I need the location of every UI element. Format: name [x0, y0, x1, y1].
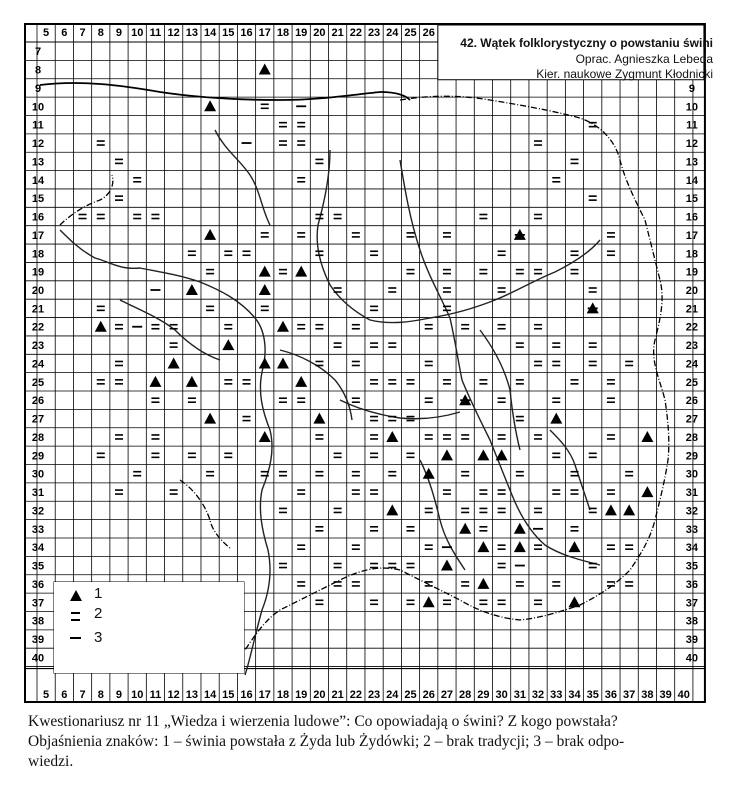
country-border [60, 96, 669, 650]
top-col-label: 15 [222, 27, 235, 39]
bottom-col-label: 9 [115, 689, 123, 701]
top-col-label: 9 [115, 27, 123, 39]
top-col-label: 26 [422, 27, 435, 39]
left-row-label: 22 [31, 321, 45, 334]
top-col-label: 5 [43, 27, 50, 39]
right-row-label: 40 [685, 652, 699, 665]
left-row-label: 30 [31, 468, 45, 481]
symbol-pig-from-jew [259, 266, 271, 277]
right-row-label: 36 [685, 578, 699, 591]
bottom-col-label: 33 [550, 689, 563, 701]
legend [54, 582, 244, 673]
caption-line-1: Kwestionariusz nr 11 „Wiedza i wierzenia ludowe”: Co opowiadają o świni? Z kogo powstała? [28, 713, 618, 730]
bottom-col-label: 15 [222, 689, 235, 701]
bottom-col-label: 13 [185, 689, 198, 701]
top-col-label: 19 [295, 27, 308, 39]
top-col-label: 16 [240, 27, 253, 39]
top-col-label: 22 [349, 27, 362, 39]
top-col-label: 21 [331, 27, 344, 39]
top-col-label: 25 [404, 27, 417, 39]
symbol-pig-from-jew [423, 596, 435, 607]
left-row-label: 20 [31, 284, 45, 297]
bottom-col-label: 10 [131, 689, 144, 701]
legend-key-1: 1 [94, 585, 103, 602]
symbol-pig-from-jew [222, 339, 234, 350]
bottom-col-label: 38 [641, 689, 654, 701]
bottom-col-label: 39 [659, 689, 672, 701]
left-row-label: 23 [31, 340, 45, 353]
top-col-label: 13 [185, 27, 198, 39]
left-row-label: 38 [31, 615, 45, 628]
right-row-label: 24 [685, 358, 699, 371]
right-row-label: 29 [685, 450, 699, 463]
bottom-col-label: 27 [440, 689, 454, 701]
symbol-pig-from-jew [186, 376, 198, 387]
symbol-pig-from-jew [295, 376, 307, 387]
bottom-col-label: 6 [61, 689, 68, 701]
left-row-label: 9 [34, 82, 42, 95]
left-row-label: 16 [31, 211, 45, 224]
top-col-label: 6 [61, 27, 68, 39]
right-row-label: 28 [685, 431, 699, 444]
right-row-label: 15 [685, 193, 699, 206]
right-row-label: 19 [685, 266, 699, 279]
top-col-label: 23 [367, 27, 381, 39]
left-row-label: 18 [31, 248, 45, 261]
legend-key-2: 2 [94, 605, 103, 622]
symbol-pig-from-jew [514, 523, 526, 534]
left-row-label: 37 [31, 597, 45, 610]
right-row-label: 33 [685, 523, 699, 536]
symbol-pig-from-jew [295, 266, 307, 277]
right-row-label: 26 [685, 395, 699, 408]
right-row-label: 14 [685, 174, 699, 187]
left-row-label: 21 [31, 303, 45, 316]
symbol-pig-from-jew [441, 560, 453, 571]
bottom-col-label: 26 [422, 689, 435, 701]
bottom-col-label: 24 [386, 689, 399, 701]
map-supervisor: Kier. naukowe Zygmunt Kłodnicki [536, 67, 713, 81]
bottom-col-label: 16 [240, 689, 253, 701]
right-row-label: 37 [685, 597, 699, 610]
bottom-col-label: 37 [623, 689, 636, 701]
bottom-col-label: 18 [276, 689, 290, 701]
legend-key-3: 3 [94, 629, 103, 646]
symbol-pig-from-jew [259, 357, 271, 368]
symbol-pig-from-jew [605, 504, 617, 515]
bottom-col-label: 20 [313, 689, 326, 701]
symbol-pig-from-jew [259, 284, 271, 295]
map-title: 42. Wątek folklorystyczny o powstaniu świni [460, 36, 713, 50]
left-row-label: 11 [32, 119, 44, 132]
bottom-col-label: 12 [167, 689, 180, 701]
left-row-label: 10 [31, 101, 45, 114]
left-row-label: 7 [34, 46, 42, 59]
top-col-label: 18 [276, 27, 290, 39]
right-row-label: 12 [685, 138, 699, 151]
right-row-label: 21 [685, 303, 699, 316]
bottom-col-label: 21 [331, 689, 344, 701]
symbol-pig-from-jew [149, 376, 161, 387]
bottom-col-label: 28 [459, 689, 472, 701]
right-row-label: 10 [685, 101, 699, 114]
symbol-pig-from-jew [204, 413, 216, 424]
symbol-pig-from-jew [386, 504, 398, 515]
right-row-label: 20 [685, 284, 699, 297]
left-row-label: 15 [31, 193, 45, 206]
symbol-pig-from-jew [477, 449, 489, 460]
bottom-col-label: 5 [43, 689, 50, 701]
bottom-col-label: 23 [367, 689, 381, 701]
left-row-label: 13 [31, 156, 45, 169]
top-col-label: 17 [258, 27, 271, 39]
symbol-pig-from-jew [277, 357, 289, 368]
symbol-pig-from-jew [623, 504, 635, 515]
top-col-label: 14 [203, 27, 217, 39]
right-row-label: 16 [685, 211, 699, 224]
top-col-label: 12 [167, 27, 180, 39]
bottom-col-label: 11 [149, 689, 162, 701]
symbol-pig-from-jew [568, 596, 580, 607]
right-row-label: 11 [686, 119, 698, 132]
symbol-pig-from-jew [313, 413, 325, 424]
bottom-col-label: 7 [79, 689, 86, 701]
bottom-col-label: 30 [495, 689, 508, 701]
symbol-pig-from-jew [496, 449, 508, 460]
right-row-label: 18 [685, 248, 699, 261]
symbol-pig-from-jew [259, 64, 271, 75]
bottom-col-label: 35 [586, 689, 599, 701]
symbol-pig-from-jew [459, 523, 471, 534]
symbol-pig-from-jew [550, 413, 562, 424]
symbol-pig-from-jew [477, 541, 489, 552]
double-dash-icon [71, 612, 80, 621]
right-row-label: 23 [685, 340, 699, 353]
right-row-label: 31 [685, 487, 699, 500]
caption-line-2: Objaśnienia znaków: 1 – świnia powstała z Żyda lub Żydówki; 2 – brak tradycji; 3 – brak odpo- [28, 733, 625, 750]
right-row-label: 9 [688, 82, 695, 95]
symbol-pig-from-jew [477, 578, 489, 589]
left-row-label: 8 [34, 64, 42, 77]
left-row-label: 27 [31, 413, 45, 426]
symbol-pig-from-jew [641, 431, 653, 442]
right-row-label: 39 [685, 634, 699, 647]
left-row-label: 39 [31, 634, 45, 647]
left-row-label: 25 [31, 376, 45, 389]
left-row-label: 28 [31, 431, 45, 444]
symbol-pig-from-jew [514, 541, 526, 552]
symbol-pig-from-jew [277, 321, 289, 332]
right-row-label: 27 [685, 413, 699, 426]
top-col-label: 8 [97, 27, 104, 39]
symbol-pig-from-jew [259, 431, 271, 442]
left-row-label: 36 [31, 578, 45, 591]
right-row-label: 38 [685, 615, 699, 628]
symbol-pig-from-jew [568, 541, 580, 552]
top-col-label: 24 [386, 27, 399, 39]
right-row-label: 17 [685, 229, 699, 242]
caption-line-3: wiedzi. [28, 753, 74, 770]
left-row-label: 31 [31, 487, 45, 500]
bottom-col-label: 19 [295, 689, 308, 701]
caption [28, 712, 718, 772]
symbol-pig-from-jew [204, 229, 216, 240]
dash-icon [70, 637, 81, 639]
bottom-col-label: 17 [258, 689, 271, 701]
top-col-label: 7 [79, 27, 86, 39]
left-row-label: 17 [31, 229, 45, 242]
symbol-pig-from-jew [204, 100, 216, 111]
left-row-label: 33 [31, 523, 45, 536]
top-col-label: 20 [313, 27, 326, 39]
right-row-label: 30 [685, 468, 699, 481]
bottom-col-label: 31 [513, 689, 526, 701]
symbol-pig-from-jew [95, 321, 107, 332]
left-row-label: 29 [31, 450, 45, 463]
left-row-label: 34 [31, 542, 45, 555]
right-row-label: 32 [685, 505, 699, 518]
bottom-col-label: 36 [604, 689, 618, 701]
symbol-pig-from-jew [441, 449, 453, 460]
left-row-label: 40 [31, 652, 45, 665]
right-row-label: 22 [685, 321, 699, 334]
left-row-label: 26 [31, 395, 45, 408]
bottom-col-label: 25 [404, 689, 417, 701]
triangle-icon [70, 590, 82, 601]
top-col-label: 10 [131, 27, 144, 39]
left-row-label: 24 [31, 358, 45, 371]
left-row-label: 32 [31, 505, 45, 518]
symbol-pig-from-jew [168, 357, 180, 368]
right-row-label: 13 [685, 156, 699, 169]
left-row-label: 12 [31, 138, 45, 151]
symbol-pig-from-jew [641, 486, 653, 497]
left-row-label: 19 [31, 266, 45, 279]
left-row-label: 14 [31, 174, 45, 187]
bottom-col-label: 40 [677, 689, 690, 701]
map-author: Oprac. Agnieszka Lebeda [575, 52, 713, 66]
bottom-col-label: 32 [531, 689, 545, 701]
bottom-col-label: 29 [477, 689, 490, 701]
left-row-label: 35 [31, 560, 45, 573]
bottom-col-label: 14 [203, 689, 217, 701]
symbol-pig-from-jew [186, 284, 198, 295]
right-row-label: 25 [685, 376, 699, 389]
right-row-label: 35 [685, 560, 699, 573]
right-row-label: 34 [685, 542, 699, 555]
bottom-col-label: 22 [349, 689, 362, 701]
bottom-col-label: 34 [568, 689, 581, 701]
symbol-pig-from-jew [386, 431, 398, 442]
bottom-col-label: 8 [97, 689, 104, 701]
top-col-label: 11 [149, 27, 162, 39]
